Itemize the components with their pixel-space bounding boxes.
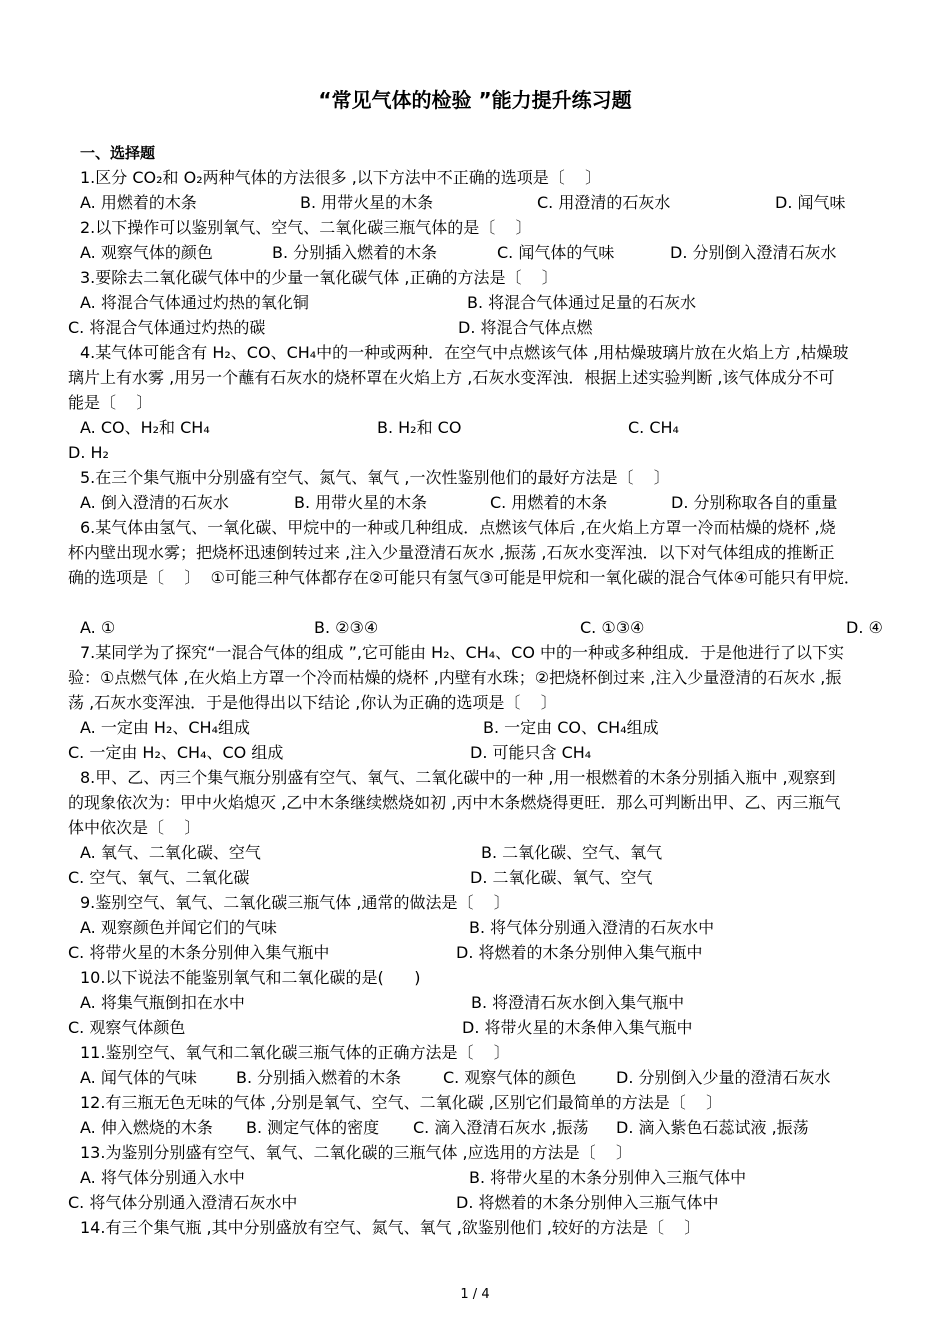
option-d: D. 可能只含 CH₄ (470, 743, 592, 762)
question-list (0, 165, 950, 1240)
question-stem-continued: 能是〔 〕 (68, 393, 153, 412)
option-row (0, 415, 950, 440)
question-13 (0, 1140, 950, 1215)
option-row (0, 915, 950, 940)
question-1 (0, 165, 950, 215)
option-a: A. 将气体分别通入水中 (80, 1168, 245, 1187)
option-b: B. 将带火星的木条分别伸入三瓶气体中 (469, 1168, 747, 1187)
option-row (0, 240, 950, 265)
option-d: D. 闻气味 (775, 193, 846, 212)
question-11 (0, 1040, 950, 1090)
option-row (0, 615, 950, 640)
option-a: A. ① (80, 618, 116, 637)
option-d: D. 将燃着的木条分别伸入三瓶气体中 (456, 1193, 719, 1212)
question-stem: 3.要除去二氧化碳气体中的少量一氧化碳气体 ,正确的方法是〔 〕 (80, 268, 558, 287)
question-stem-continued: 荡 ,石灰水变浑浊．于是他得出以下结论 ,你认为正确的选项是〔 〕 (68, 693, 557, 712)
option-d: D. 滴入紫色石蕊试液 ,振荡 (616, 1118, 809, 1137)
option-b: B. 将气体分别通入澄清的石灰水中 (469, 918, 715, 937)
question-2 (0, 215, 950, 265)
option-row (0, 740, 950, 765)
option-d: D. 分别倒入少量的澄清石灰水 (616, 1068, 831, 1087)
question-stem-continued: 确的选项是〔 〕 ①可能三种气体都存在②可能只有氢气③可能是甲烷和一氧化碳的混合气体④可能只有甲烷． (68, 568, 860, 587)
option-c: C. 将气体分别通入澄清石灰水中 (68, 1193, 298, 1212)
page-title: “常见气体的检验 ”能力提升练习题 (318, 88, 632, 112)
question-stem-continued: 体中依次是〔 〕 (68, 818, 201, 837)
option-a: A. 一定由 H₂、CH₄组成 (80, 718, 250, 737)
option-c: C. 将混合气体通过灼热的碳 (68, 318, 266, 337)
question-stem: 13.为鉴别分别盛有空气、氧气、二氧化碳的三瓶气体 ,应选用的方法是〔 〕 (80, 1143, 632, 1162)
question-stem: 1.区分 CO₂和 O₂两种气体的方法很多 ,以下方法中不正确的选项是〔 〕 (80, 168, 602, 187)
option-a: A. CO、H₂和 CH₄ (80, 418, 210, 437)
option-a: A. 观察气体的颜色 (80, 243, 213, 262)
option-b: B. 将混合气体通过足量的石灰水 (467, 293, 697, 312)
option-c: C. CH₄ (628, 418, 679, 437)
option-a: A. 将集气瓶倒扣在水中 (80, 993, 245, 1012)
option-d: D. H₂ (68, 443, 109, 462)
question-stem: 10.以下说法不能鉴别氧气和二氧化碳的是( ) (80, 968, 421, 987)
option-row (0, 1115, 950, 1140)
option-row (0, 190, 950, 215)
option-b: B. 用带火星的木条 (300, 193, 434, 212)
option-b: B. 测定气体的密度 (246, 1118, 380, 1137)
option-c: C. 观察气体颜色 (68, 1018, 186, 1037)
option-c: C. ①③④ (580, 618, 645, 637)
option-row (0, 1065, 950, 1090)
option-b: B. 用带火星的木条 (294, 493, 428, 512)
question-stem: 6.某气体由氢气、一氧化碳、甲烷中的一种或几种组成．点燃该气体后 ,在火焰上方罩一冷而枯燥的烧杯 ,烧 (80, 518, 836, 537)
page-number: 1 / 4 (460, 1287, 490, 1302)
question-stem-continued: 杯内壁出现水雾；把烧杯迅速倒转过来 ,注入少量澄清石灰水 ,振荡 ,石灰水变浑浊．以下对气体组成的推断正 (68, 543, 835, 562)
option-b: B. 二氧化碳、空气、氧气 (481, 843, 663, 862)
option-row (0, 940, 950, 965)
question-stem-continued: 验：①点燃气体 ,在火焰上方罩一个冷而枯燥的烧杯 ,内壁有水珠；②把烧杯倒过来 ,注入少量澄清的石灰水 ,振 (68, 668, 842, 687)
question-stem: 12.有三瓶无色无味的气体 ,分别是氧气、空气、二氧化碳 ,区别它们最简单的方法是〔 〕 (80, 1093, 723, 1112)
question-stem: 4.某气体可能含有 H₂、CO、CH₄中的一种或两种．在空气中点燃该气体 ,用枯燥玻璃片放在火焰上方 ,枯燥玻 (80, 343, 849, 362)
option-d: D. 分别倒入澄清石灰水 (670, 243, 837, 262)
option-a: A. 倒入澄清的石灰水 (80, 493, 229, 512)
option-row (0, 315, 950, 340)
question-stem: 8.甲、乙、丙三个集气瓶分别盛有空气、氧气、二氧化碳中的一种 ,用一根燃着的木条分别插入瓶中 ,观察到 (80, 768, 836, 787)
question-stem: 2.以下操作可以鉴别氧气、空气、二氧化碳三瓶气体的是〔 〕 (80, 218, 532, 237)
option-row (0, 990, 950, 1015)
option-a: A. 闻气体的气味 (80, 1068, 197, 1087)
option-a: A. 观察颜色并闻它们的气味 (80, 918, 277, 937)
option-c: C. 闻气体的气味 (497, 243, 615, 262)
option-c: C. 滴入澄清石灰水 ,振荡 (413, 1118, 589, 1137)
question-14 (0, 1215, 950, 1240)
question-4 (0, 340, 950, 465)
option-row (0, 490, 950, 515)
question-7 (0, 640, 950, 765)
option-b: B. 将澄清石灰水倒入集气瓶中 (471, 993, 685, 1012)
question-stem: 7.某同学为了探究“一混合气体的组成 ”,它可能由 H₂、CH₄、CO 中的一种或多种组成．于是他进行了以下实 (80, 643, 845, 662)
option-row (0, 1015, 950, 1040)
option-row (0, 290, 950, 315)
blank-line (0, 590, 950, 615)
option-b: B. 分别插入燃着的木条 (272, 243, 438, 262)
question-9 (0, 890, 950, 965)
option-b: B. ②③④ (314, 618, 379, 637)
option-c: C. 一定由 H₂、CH₄、CO 组成 (68, 743, 284, 762)
option-a: A. 用燃着的木条 (80, 193, 197, 212)
question-stem: 11.鉴别空气、氧气和二氧化碳三瓶气体的正确方法是〔 〕 (80, 1043, 510, 1062)
option-d: D. 将燃着的木条分别伸入集气瓶中 (456, 943, 703, 962)
question-8 (0, 765, 950, 890)
option-b: B. H₂和 CO (377, 418, 462, 437)
option-row (0, 440, 950, 465)
question-stem: 5.在三个集气瓶中分别盛有空气、氮气、氧气 ,一次性鉴别他们的最好方法是〔 〕 (80, 468, 670, 487)
option-b: B. 一定由 CO、CH₄组成 (483, 718, 659, 737)
question-5 (0, 465, 950, 515)
question-stem: 14.有三个集气瓶 ,其中分别盛放有空气、氮气、氧气 ,欲鉴别他们 ,较好的方法是〔 〕 (80, 1218, 701, 1237)
question-12 (0, 1090, 950, 1140)
option-d: D. 将带火星的木条伸入集气瓶中 (462, 1018, 693, 1037)
option-d: D. 将混合气体点燃 (458, 318, 593, 337)
option-a: A. 氧气、二氧化碳、空气 (80, 843, 261, 862)
option-c: C. 观察气体的颜色 (443, 1068, 577, 1087)
option-c: C. 空气、氧气、二氧化碳 (68, 868, 250, 887)
question-10 (0, 965, 950, 1040)
option-c: C. 用澄清的石灰水 (537, 193, 671, 212)
question-stem-continued: 的现象依次为：甲中火焰熄灭 ,乙中木条继续燃烧如初 ,丙中木条燃烧得更旺．那么可判断出甲、乙、丙三瓶气 (68, 793, 841, 812)
option-a: A. 伸入燃烧的木条 (80, 1118, 213, 1137)
option-b: B. 分别插入燃着的木条 (236, 1068, 402, 1087)
option-row (0, 1190, 950, 1215)
section-heading: 一、选择题 (80, 144, 156, 162)
option-a: A. 将混合气体通过灼热的氧化铜 (80, 293, 309, 312)
option-row (0, 865, 950, 890)
option-d: D. 二氧化碳、氧气、空气 (470, 868, 653, 887)
option-d: D. ④ (846, 618, 883, 637)
option-row (0, 840, 950, 865)
question-6 (0, 515, 950, 640)
question-stem-continued: 璃片上有水雾 ,用另一个蘸有石灰水的烧杯罩在火焰上方 ,石灰水变浑浊．根据上述实验判断 ,该气体成分不可 (68, 368, 835, 387)
question-stem: 9.鉴别空气、氧气、二氧化碳三瓶气体 ,通常的做法是〔 〕 (80, 893, 510, 912)
question-3 (0, 265, 950, 340)
option-row (0, 715, 950, 740)
option-row (0, 1165, 950, 1190)
option-c: C. 用燃着的木条 (490, 493, 608, 512)
option-c: C. 将带火星的木条分别伸入集气瓶中 (68, 943, 330, 962)
option-d: D. 分别称取各自的重量 (671, 493, 838, 512)
